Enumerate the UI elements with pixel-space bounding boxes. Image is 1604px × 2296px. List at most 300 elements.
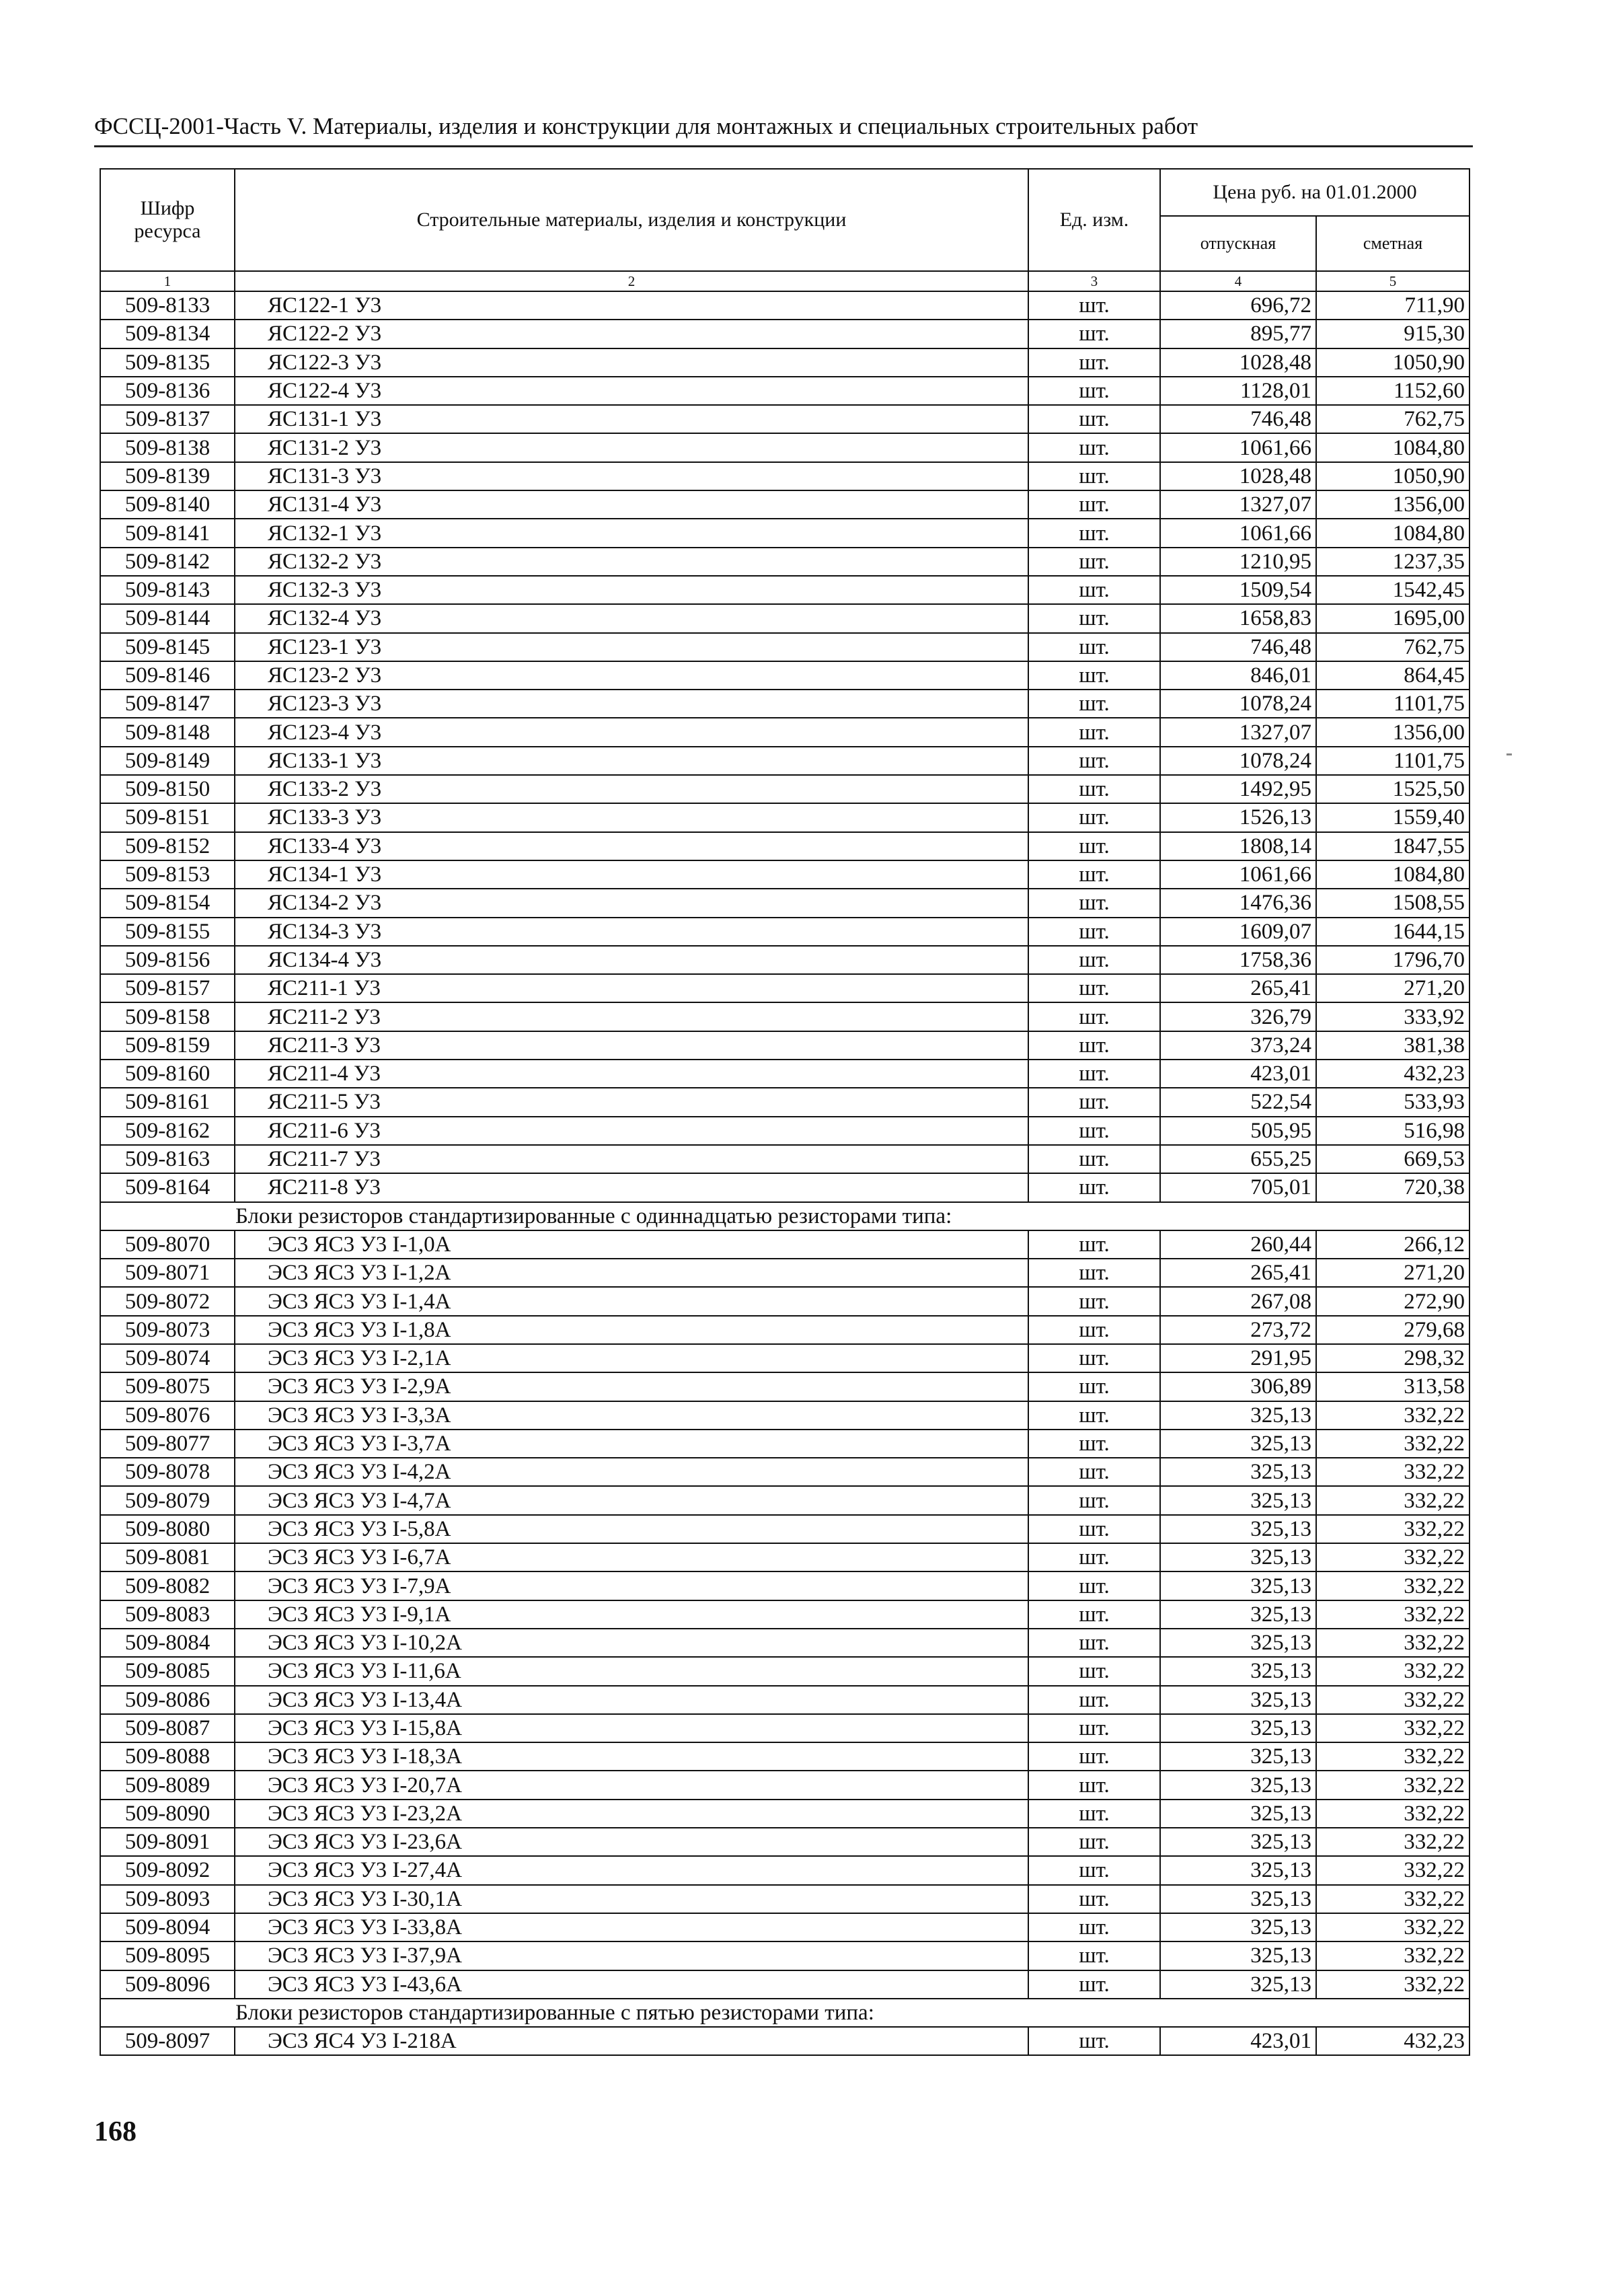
table-row xyxy=(100,1941,1469,1970)
resource-code: 509-8083 xyxy=(100,1600,235,1629)
item-name: ЭС3 ЯС3 У3 I-4,2А xyxy=(235,1458,1028,1486)
price-estimate: 332,22 xyxy=(1316,1571,1469,1600)
price-estimate: 1356,00 xyxy=(1316,718,1469,746)
unit-cell: шт. xyxy=(1028,1060,1160,1088)
price-release: 1509,54 xyxy=(1160,576,1316,604)
price-release: 325,13 xyxy=(1160,1828,1316,1856)
price-release: 1078,24 xyxy=(1160,747,1316,775)
item-name: ЭС3 ЯС3 У3 I-37,9А xyxy=(235,1941,1028,1970)
resource-code: 509-8090 xyxy=(100,1800,235,1828)
item-name: ЯС211-6 У3 xyxy=(235,1117,1028,1145)
unit-cell: шт. xyxy=(1028,604,1160,632)
resource-code: 509-8087 xyxy=(100,1714,235,1742)
price-estimate: 332,22 xyxy=(1316,1430,1469,1458)
price-estimate: 1508,55 xyxy=(1316,889,1469,917)
item-name: ЯС133-2 У3 xyxy=(235,775,1028,803)
item-name: ЭС3 ЯС3 У3 I-18,3А xyxy=(235,1742,1028,1771)
price-release: 326,79 xyxy=(1160,1002,1316,1031)
resource-code: 509-8084 xyxy=(100,1629,235,1657)
table-row xyxy=(100,1344,1469,1372)
price-estimate: 332,22 xyxy=(1316,1401,1469,1430)
item-name: ЯС133-3 У3 xyxy=(235,803,1028,831)
price-estimate: 915,30 xyxy=(1316,320,1469,348)
item-name: ЯС133-4 У3 xyxy=(235,832,1028,860)
price-estimate: 332,22 xyxy=(1316,1458,1469,1486)
unit-cell: шт. xyxy=(1028,1600,1160,1629)
price-release: 1526,13 xyxy=(1160,803,1316,831)
table-row xyxy=(100,1600,1469,1629)
unit-cell: шт. xyxy=(1028,1714,1160,1742)
price-release: 746,48 xyxy=(1160,633,1316,661)
page-header: ФССЦ-2001-Часть V. Материалы, изделия и конструкции для монтажных и специальных строительных работ xyxy=(94,108,1473,147)
price-estimate: 332,22 xyxy=(1316,1486,1469,1514)
item-name: ЭС3 ЯС3 У3 I-7,9А xyxy=(235,1571,1028,1600)
price-release: 325,13 xyxy=(1160,1600,1316,1629)
unit-cell: шт. xyxy=(1028,661,1160,690)
header-name: Строительные материалы, изделия и конструкции xyxy=(235,169,1028,271)
unit-cell: шт. xyxy=(1028,1800,1160,1828)
resource-code: 509-8158 xyxy=(100,1002,235,1031)
resource-code: 509-8081 xyxy=(100,1543,235,1571)
price-release: 1028,48 xyxy=(1160,462,1316,490)
price-estimate: 1796,70 xyxy=(1316,946,1469,974)
table-row xyxy=(100,1742,1469,1771)
resource-code: 509-8164 xyxy=(100,1173,235,1201)
price-estimate: 332,22 xyxy=(1316,1714,1469,1742)
price-estimate: 533,93 xyxy=(1316,1088,1469,1116)
price-estimate: 1084,80 xyxy=(1316,519,1469,547)
unit-cell: шт. xyxy=(1028,1088,1160,1116)
item-name: ЯС131-2 У3 xyxy=(235,433,1028,461)
section-title: Блоки резисторов стандартизированные с одиннадцатью резисторами типа: xyxy=(100,1202,1469,1230)
table-row xyxy=(100,1287,1469,1315)
item-name: ЯС122-1 У3 xyxy=(235,291,1028,320)
resource-code: 509-8152 xyxy=(100,832,235,860)
resource-code: 509-8079 xyxy=(100,1486,235,1514)
table-row xyxy=(100,348,1469,377)
item-name: ЯС131-3 У3 xyxy=(235,462,1028,490)
table-row xyxy=(100,1401,1469,1430)
item-name: ЯС211-3 У3 xyxy=(235,1031,1028,1060)
price-release: 1128,01 xyxy=(1160,377,1316,405)
price-estimate: 1695,00 xyxy=(1316,604,1469,632)
resource-code: 509-8097 xyxy=(100,2027,235,2055)
unit-cell: шт. xyxy=(1028,1458,1160,1486)
price-release: 325,13 xyxy=(1160,1629,1316,1657)
table-row xyxy=(100,604,1469,632)
table-row xyxy=(100,690,1469,718)
resource-code: 509-8071 xyxy=(100,1259,235,1287)
unit-cell: шт. xyxy=(1028,946,1160,974)
unit-cell: шт. xyxy=(1028,747,1160,775)
resource-code: 509-8072 xyxy=(100,1287,235,1315)
resource-code: 509-8157 xyxy=(100,974,235,1002)
item-name: ЭС3 ЯС3 У3 I-30,1А xyxy=(235,1885,1028,1913)
table-row xyxy=(100,1771,1469,1799)
price-estimate: 266,12 xyxy=(1316,1230,1469,1259)
unit-cell: шт. xyxy=(1028,1856,1160,1884)
table-row xyxy=(100,974,1469,1002)
price-estimate: 332,22 xyxy=(1316,1742,1469,1771)
resource-code: 509-8134 xyxy=(100,320,235,348)
price-estimate: 762,75 xyxy=(1316,633,1469,661)
unit-cell: шт. xyxy=(1028,377,1160,405)
table-header xyxy=(100,169,1469,291)
price-estimate: 762,75 xyxy=(1316,405,1469,433)
unit-cell: шт. xyxy=(1028,433,1160,461)
resource-code: 509-8143 xyxy=(100,576,235,604)
unit-cell: шт. xyxy=(1028,1686,1160,1714)
table-row xyxy=(100,1145,1469,1173)
table-row xyxy=(100,291,1469,320)
item-name: ЯС134-4 У3 xyxy=(235,946,1028,974)
col-number: 4 xyxy=(1160,271,1316,291)
item-name: ЭС3 ЯС3 У3 I-1,8А xyxy=(235,1316,1028,1344)
item-name: ЯС133-1 У3 xyxy=(235,747,1028,775)
price-estimate: 332,22 xyxy=(1316,1828,1469,1856)
resource-code: 509-8147 xyxy=(100,690,235,718)
price-release: 273,72 xyxy=(1160,1316,1316,1344)
price-estimate: 332,22 xyxy=(1316,1600,1469,1629)
unit-cell: шт. xyxy=(1028,1515,1160,1543)
price-release: 325,13 xyxy=(1160,1800,1316,1828)
unit-cell: шт. xyxy=(1028,1287,1160,1315)
item-name: ЯС132-2 У3 xyxy=(235,548,1028,576)
item-name: ЭС3 ЯС3 У3 I-1,2А xyxy=(235,1259,1028,1287)
price-estimate: 332,22 xyxy=(1316,1885,1469,1913)
unit-cell: шт. xyxy=(1028,1771,1160,1799)
table-row xyxy=(100,433,1469,461)
resource-code: 509-8094 xyxy=(100,1913,235,1941)
resource-code: 509-8140 xyxy=(100,490,235,519)
price-release: 325,13 xyxy=(1160,1657,1316,1685)
price-estimate: 332,22 xyxy=(1316,1941,1469,1970)
price-estimate: 1356,00 xyxy=(1316,490,1469,519)
price-release: 325,13 xyxy=(1160,1913,1316,1941)
item-name: ЭС3 ЯС3 У3 I-4,7А xyxy=(235,1486,1028,1514)
table-row xyxy=(100,462,1469,490)
price-estimate: 332,22 xyxy=(1316,1970,1469,1999)
resource-code: 509-8160 xyxy=(100,1060,235,1088)
item-name: ЭС3 ЯС3 У3 I-9,1А xyxy=(235,1600,1028,1629)
table-row xyxy=(100,1856,1469,1884)
price-estimate: 1542,45 xyxy=(1316,576,1469,604)
item-name: ЭС3 ЯС3 У3 I-11,6А xyxy=(235,1657,1028,1685)
header-price-estimate: сметная xyxy=(1316,216,1469,271)
unit-cell: шт. xyxy=(1028,832,1160,860)
scan-speck xyxy=(1506,753,1512,755)
resource-code: 509-8150 xyxy=(100,775,235,803)
price-estimate: 332,22 xyxy=(1316,1629,1469,1657)
resource-code: 509-8161 xyxy=(100,1088,235,1116)
price-release: 423,01 xyxy=(1160,1060,1316,1088)
resource-code: 509-8153 xyxy=(100,860,235,889)
table-row xyxy=(100,405,1469,433)
item-name: ЭС3 ЯС3 У3 I-23,6А xyxy=(235,1828,1028,1856)
item-name: ЭС3 ЯС4 У3 I-218А xyxy=(235,2027,1028,2055)
price-release: 1327,07 xyxy=(1160,490,1316,519)
resource-code: 509-8163 xyxy=(100,1145,235,1173)
unit-cell: шт. xyxy=(1028,889,1160,917)
unit-cell: шт. xyxy=(1028,1344,1160,1372)
table-row xyxy=(100,1571,1469,1600)
unit-cell: шт. xyxy=(1028,320,1160,348)
price-release: 505,95 xyxy=(1160,1117,1316,1145)
price-release: 325,13 xyxy=(1160,1571,1316,1600)
table-row xyxy=(100,860,1469,889)
price-release: 696,72 xyxy=(1160,291,1316,320)
resource-code: 509-8082 xyxy=(100,1571,235,1600)
item-name: ЯС132-3 У3 xyxy=(235,576,1028,604)
col-number: 2 xyxy=(235,271,1028,291)
item-name: ЯС132-4 У3 xyxy=(235,604,1028,632)
price-release: 267,08 xyxy=(1160,1287,1316,1315)
table-row xyxy=(100,633,1469,661)
resource-code: 509-8135 xyxy=(100,348,235,377)
header-unit: Ед. изм. xyxy=(1028,169,1160,271)
unit-cell: шт. xyxy=(1028,1913,1160,1941)
item-name: ЭС3 ЯС3 У3 I-23,2А xyxy=(235,1800,1028,1828)
resource-code: 509-8080 xyxy=(100,1515,235,1543)
price-estimate: 1101,75 xyxy=(1316,747,1469,775)
resource-code: 509-8073 xyxy=(100,1316,235,1344)
price-release: 373,24 xyxy=(1160,1031,1316,1060)
item-name: ЯС211-2 У3 xyxy=(235,1002,1028,1031)
price-estimate: 332,22 xyxy=(1316,1913,1469,1941)
item-name: ЭС3 ЯС3 У3 I-5,8А xyxy=(235,1515,1028,1543)
price-estimate: 1559,40 xyxy=(1316,803,1469,831)
item-name: ЯС211-8 У3 xyxy=(235,1173,1028,1201)
price-estimate: 332,22 xyxy=(1316,1657,1469,1685)
unit-cell: шт. xyxy=(1028,1828,1160,1856)
item-name: ЯС211-7 У3 xyxy=(235,1145,1028,1173)
unit-cell: шт. xyxy=(1028,1742,1160,1771)
unit-cell: шт. xyxy=(1028,462,1160,490)
item-name: ЭС3 ЯС3 У3 I-10,2А xyxy=(235,1629,1028,1657)
price-release: 325,13 xyxy=(1160,1430,1316,1458)
resource-code: 509-8092 xyxy=(100,1856,235,1884)
price-release: 655,25 xyxy=(1160,1145,1316,1173)
price-release: 522,54 xyxy=(1160,1088,1316,1116)
table-row xyxy=(100,2027,1469,2055)
table-row xyxy=(100,1629,1469,1657)
price-release: 746,48 xyxy=(1160,405,1316,433)
price-release: 423,01 xyxy=(1160,2027,1316,2055)
price-estimate: 332,22 xyxy=(1316,1771,1469,1799)
unit-cell: шт. xyxy=(1028,348,1160,377)
unit-cell: шт. xyxy=(1028,1629,1160,1657)
price-estimate: 864,45 xyxy=(1316,661,1469,690)
table-row xyxy=(100,918,1469,946)
item-name: ЯС131-1 У3 xyxy=(235,405,1028,433)
unit-cell: шт. xyxy=(1028,2027,1160,2055)
resource-code: 509-8149 xyxy=(100,747,235,775)
price-estimate: 1644,15 xyxy=(1316,918,1469,946)
price-estimate: 1101,75 xyxy=(1316,690,1469,718)
unit-cell: шт. xyxy=(1028,405,1160,433)
price-estimate: 1237,35 xyxy=(1316,548,1469,576)
price-estimate: 1525,50 xyxy=(1316,775,1469,803)
price-estimate: 432,23 xyxy=(1316,2027,1469,2055)
resource-code: 509-8139 xyxy=(100,462,235,490)
price-release: 1028,48 xyxy=(1160,348,1316,377)
price-release: 306,89 xyxy=(1160,1372,1316,1401)
table-row xyxy=(100,1430,1469,1458)
table-row xyxy=(100,661,1469,690)
item-name: ЯС123-2 У3 xyxy=(235,661,1028,690)
header-price-release: отпускная xyxy=(1160,216,1316,271)
unit-cell: шт. xyxy=(1028,718,1160,746)
item-name: ЯС134-2 У3 xyxy=(235,889,1028,917)
item-name: ЯС131-4 У3 xyxy=(235,490,1028,519)
price-estimate: 332,22 xyxy=(1316,1800,1469,1828)
price-estimate: 271,20 xyxy=(1316,974,1469,1002)
unit-cell: шт. xyxy=(1028,1259,1160,1287)
item-name: ЯС134-3 У3 xyxy=(235,918,1028,946)
table-row xyxy=(100,1316,1469,1344)
resource-code: 509-8162 xyxy=(100,1117,235,1145)
item-name: ЭС3 ЯС3 У3 I-2,1А xyxy=(235,1344,1028,1372)
unit-cell: шт. xyxy=(1028,918,1160,946)
unit-cell: шт. xyxy=(1028,1173,1160,1201)
price-release: 325,13 xyxy=(1160,1486,1316,1514)
price-release: 895,77 xyxy=(1160,320,1316,348)
table-row xyxy=(100,1060,1469,1088)
table-row xyxy=(100,1828,1469,1856)
price-release: 325,13 xyxy=(1160,1771,1316,1799)
unit-cell: шт. xyxy=(1028,1486,1160,1514)
resource-code: 509-8142 xyxy=(100,548,235,576)
table-row xyxy=(100,1259,1469,1287)
table-row xyxy=(100,490,1469,519)
item-name: ЯС132-1 У3 xyxy=(235,519,1028,547)
table-body xyxy=(100,291,1469,2055)
price-release: 325,13 xyxy=(1160,1401,1316,1430)
price-estimate: 1152,60 xyxy=(1316,377,1469,405)
section-row xyxy=(100,1999,1469,2027)
resource-code: 509-8074 xyxy=(100,1344,235,1372)
price-estimate: 720,38 xyxy=(1316,1173,1469,1201)
unit-cell: шт. xyxy=(1028,633,1160,661)
item-name: ЭС3 ЯС3 У3 I-13,4А xyxy=(235,1686,1028,1714)
page-number: 168 xyxy=(94,2116,137,2147)
resource-code: 509-8095 xyxy=(100,1941,235,1970)
price-release: 1061,66 xyxy=(1160,519,1316,547)
price-estimate: 313,58 xyxy=(1316,1372,1469,1401)
price-release: 1078,24 xyxy=(1160,690,1316,718)
resource-code: 509-8156 xyxy=(100,946,235,974)
price-release: 325,13 xyxy=(1160,1970,1316,1999)
section-row xyxy=(100,1202,1469,1230)
table-row xyxy=(100,1970,1469,1999)
item-name: ЯС122-4 У3 xyxy=(235,377,1028,405)
item-name: ЭС3 ЯС3 У3 I-33,8А xyxy=(235,1913,1028,1941)
unit-cell: шт. xyxy=(1028,291,1160,320)
table-row xyxy=(100,1173,1469,1201)
price-release: 325,13 xyxy=(1160,1742,1316,1771)
unit-cell: шт. xyxy=(1028,1230,1160,1259)
resource-code: 509-8075 xyxy=(100,1372,235,1401)
price-release: 325,13 xyxy=(1160,1458,1316,1486)
unit-cell: шт. xyxy=(1028,1002,1160,1031)
item-name: ЯС211-1 У3 xyxy=(235,974,1028,1002)
item-name: ЯС122-2 У3 xyxy=(235,320,1028,348)
price-table xyxy=(100,168,1470,2056)
price-release: 1210,95 xyxy=(1160,548,1316,576)
unit-cell: шт. xyxy=(1028,1372,1160,1401)
resource-code: 509-8096 xyxy=(100,1970,235,1999)
price-release: 265,41 xyxy=(1160,974,1316,1002)
header-price-group: Цена руб. на 01.01.2000 xyxy=(1160,169,1469,216)
price-estimate: 333,92 xyxy=(1316,1002,1469,1031)
unit-cell: шт. xyxy=(1028,519,1160,547)
item-name: ЯС123-4 У3 xyxy=(235,718,1028,746)
col-number: 1 xyxy=(100,271,235,291)
unit-cell: шт. xyxy=(1028,1031,1160,1060)
resource-code: 509-8141 xyxy=(100,519,235,547)
resource-code: 509-8136 xyxy=(100,377,235,405)
price-release: 1808,14 xyxy=(1160,832,1316,860)
price-release: 1492,95 xyxy=(1160,775,1316,803)
resource-code: 509-8144 xyxy=(100,604,235,632)
item-name: ЭС3 ЯС3 У3 I-27,4А xyxy=(235,1856,1028,1884)
price-estimate: 669,53 xyxy=(1316,1145,1469,1173)
resource-code: 509-8085 xyxy=(100,1657,235,1685)
unit-cell: шт. xyxy=(1028,1571,1160,1600)
table-row xyxy=(100,377,1469,405)
table-row xyxy=(100,1714,1469,1742)
price-estimate: 1050,90 xyxy=(1316,348,1469,377)
unit-cell: шт. xyxy=(1028,1543,1160,1571)
resource-code: 509-8138 xyxy=(100,433,235,461)
resource-code: 509-8154 xyxy=(100,889,235,917)
price-estimate: 1084,80 xyxy=(1316,860,1469,889)
resource-code: 509-8137 xyxy=(100,405,235,433)
table-row xyxy=(100,946,1469,974)
table-row xyxy=(100,1088,1469,1116)
resource-code: 509-8077 xyxy=(100,1430,235,1458)
price-estimate: 1050,90 xyxy=(1316,462,1469,490)
price-estimate: 332,22 xyxy=(1316,1543,1469,1571)
unit-cell: шт. xyxy=(1028,1145,1160,1173)
price-estimate: 272,90 xyxy=(1316,1287,1469,1315)
price-estimate: 298,32 xyxy=(1316,1344,1469,1372)
table-row xyxy=(100,775,1469,803)
unit-cell: шт. xyxy=(1028,1941,1160,1970)
price-estimate: 1084,80 xyxy=(1316,433,1469,461)
price-release: 1609,07 xyxy=(1160,918,1316,946)
resource-code: 509-8086 xyxy=(100,1686,235,1714)
resource-code: 509-8089 xyxy=(100,1771,235,1799)
table-row xyxy=(100,718,1469,746)
unit-cell: шт. xyxy=(1028,803,1160,831)
section-title: Блоки резисторов стандартизированные с пятью резисторами типа: xyxy=(100,1999,1469,2027)
item-name: ЯС123-3 У3 xyxy=(235,690,1028,718)
price-release: 291,95 xyxy=(1160,1344,1316,1372)
price-estimate: 332,22 xyxy=(1316,1856,1469,1884)
table-row xyxy=(100,1657,1469,1685)
price-estimate: 271,20 xyxy=(1316,1259,1469,1287)
price-table-container xyxy=(100,168,1469,2056)
price-release: 1061,66 xyxy=(1160,860,1316,889)
resource-code: 509-8088 xyxy=(100,1742,235,1771)
table-row xyxy=(100,320,1469,348)
unit-cell: шт. xyxy=(1028,1117,1160,1145)
item-name: ЭС3 ЯС3 У3 I-20,7А xyxy=(235,1771,1028,1799)
unit-cell: шт. xyxy=(1028,1430,1160,1458)
item-name: ЯС123-1 У3 xyxy=(235,633,1028,661)
table-row xyxy=(100,1913,1469,1941)
